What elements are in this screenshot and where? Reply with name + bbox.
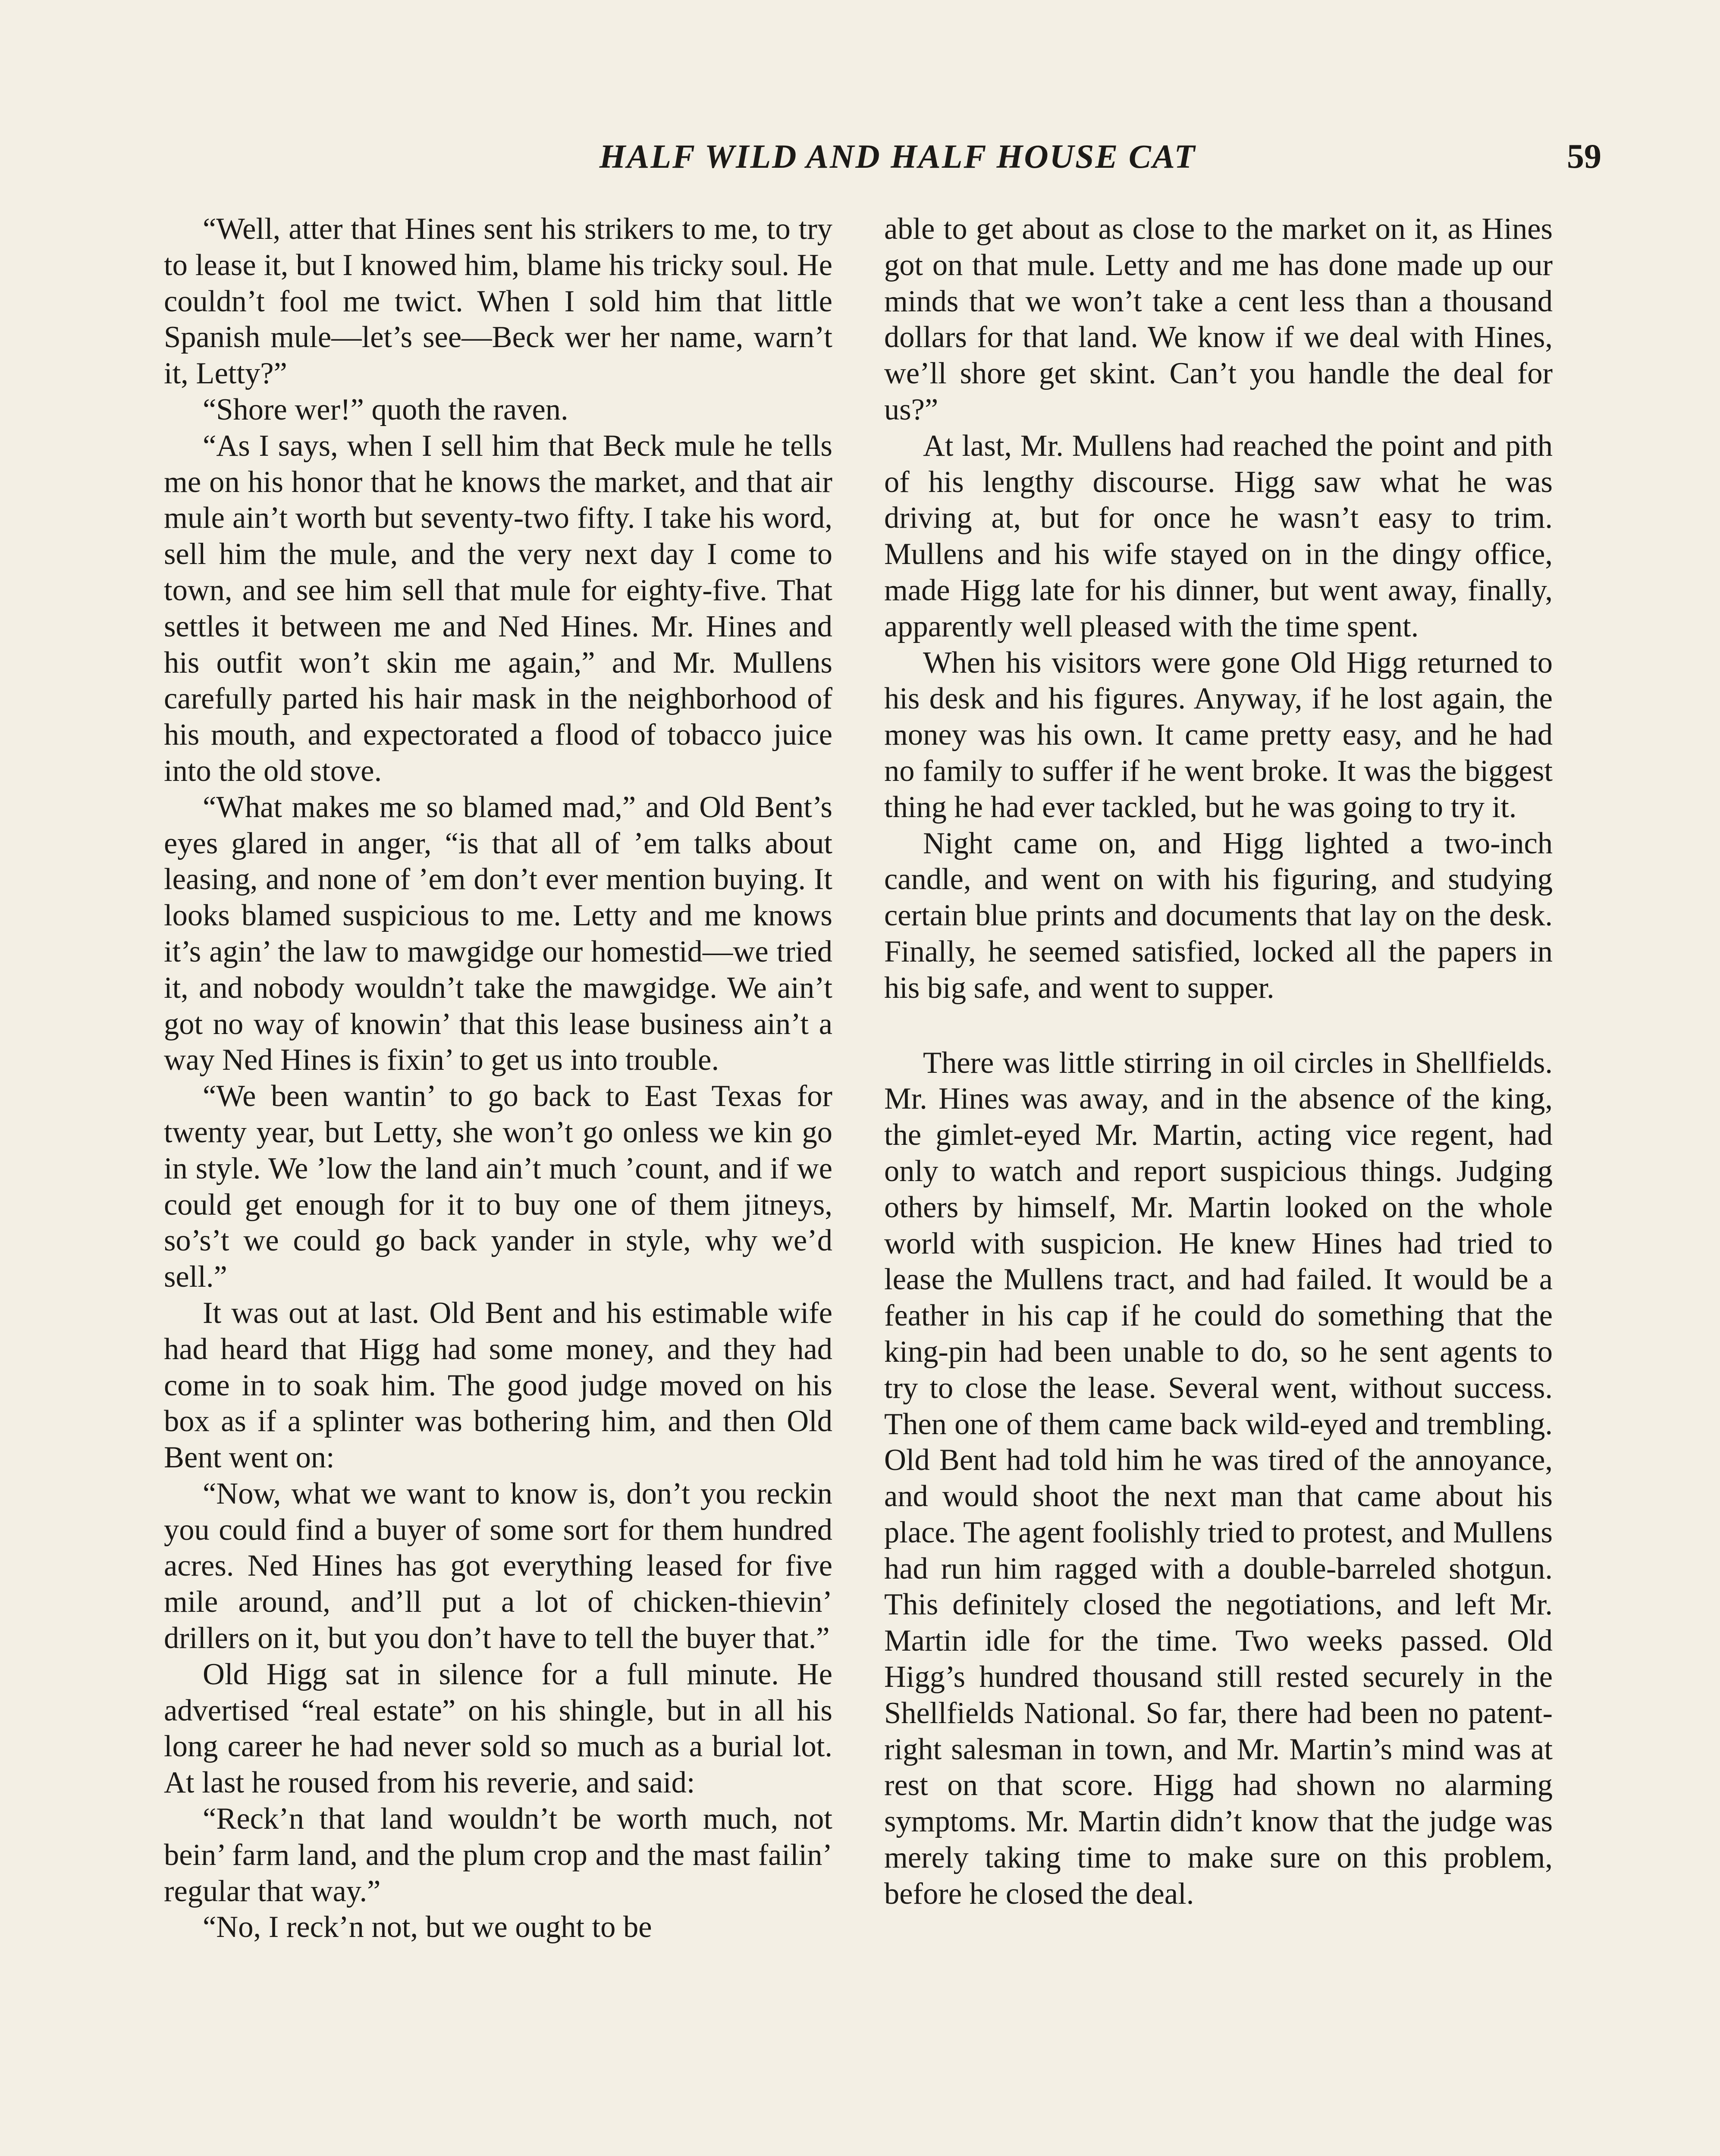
- paragraph: “We been wantin’ to go back to East Texas for twenty year, but Letty, she won’t go onless we kin go in style. We ’low the land ain’t much ’count, and if we could get enough for it to buy one of them jitneys, so’s’t we could go back yander in style, why we’d sell.”: [164, 1079, 832, 1294]
- section-break: [884, 1006, 1553, 1045]
- paragraph: Old Higg sat in silence for a full minute. He advertised “real estate” on his shingle, but in all his long career he had never sold so much as a burial lot. At last he roused from his reverie, and said:: [164, 1657, 832, 1800]
- left-column: [164, 211, 832, 1946]
- page-number: 59: [1567, 138, 1601, 175]
- paragraph: “What makes me so blamed mad,” and Old Bent’s eyes glared in anger, “is that all of ’em talks about leasing, and none of ’em don’t ever mention buying. It looks blamed suspicious to me. Letty and me knows it’s agin’ the law to mawgidge our homestid—we tried it, and nobody wouldn’t take the mawgidge. We ain’t got no way of knowin’ that this lease business ain’t a way Ned Hines is fixin’ to get us into trouble.: [164, 790, 832, 1077]
- right-column: [884, 211, 1553, 1912]
- paragraph: There was little stirring in oil circles in Shellfields. Mr. Hines was away, and in the absence of the king, the gimlet-eyed Mr. Martin, acting vice regent, had only to watch and report suspicious things. Judging others by himself, Mr. Martin looked on the whole world with suspicion. He knew Hines had tried to lease the Mullens tract, and had failed. It would be a feather in his cap if he could do something that the king-pin had been unable to do, so he sent agents to try to close the lease. Several went, without success. Then one of them came back wild-eyed and trembling. Old Bent had told him he was tired of the annoyance, and would shoot the next man that came about his place. The agent foolishly tried to protest, and Mullens had run him ragged with a double-barreled shotgun. This definitely closed the negotiations, and left Mr. Martin idle for the time. Two weeks passed. Old Higg’s hundred thousand still rested securely in the Shellfields National. So far, there had been no patent-right salesman in town, and Mr. Martin’s mind was at rest on that score. Higg had shown no alarming symptoms. Mr. Martin didn’t know that the judge was merely taking time to make sure on this problem, before he closed the deal.: [884, 1046, 1553, 1911]
- paragraph-continued: able to get about as close to the market on it, as Hines got on that mule. Letty and me has done made up our minds that we won’t take a cent less than a thousand dollars for that land. We know if we deal with Hines, we’ll shore get skint. Can’t you handle the deal for us?”: [884, 212, 1553, 426]
- page-header: [194, 137, 1601, 189]
- paragraph: “Now, what we want to know is, don’t you reckin you could find a buyer of some sort for them hundred acres. Ned Hines has got everything leased for five mile around, and’ll put a lot of chicken-thievin’ drillers on it, but you don’t have to tell the buyer that.”: [164, 1476, 832, 1655]
- paragraph: “Well, atter that Hines sent his strikers to me, to try to lease it, but I knowed him, blame his tricky soul. He couldn’t fool me twict. When I sold him that little Spanish mule—let’s see—Beck wer her name, warn’t it, Letty?”: [164, 212, 832, 391]
- paragraph: Night came on, and Higg lighted a two-inch candle, and went on with his figuring, and studying certain blue prints and documents that lay on the desk. Finally, he seemed satisfied, locked all the papers in his big safe, and went to supper.: [884, 826, 1553, 1005]
- paragraph: At last, Mr. Mullens had reached the point and pith of his lengthy discourse. Higg saw what he was driving at, but for once he wasn’t easy to trim. Mullens and his wife stayed on in the dingy office, made Higg late for his dinner, but went away, finally, apparently well pleased with the time spent.: [884, 429, 1553, 643]
- paragraph: “No, I reck’n not, but we ought to be: [203, 1910, 652, 1944]
- running-title: HALF WILD AND HALF HOUSE CAT: [599, 138, 1196, 175]
- paragraph: “Shore wer!” quoth the raven.: [203, 392, 568, 426]
- paragraph: When his visitors were gone Old Higg returned to his desk and his figures. Anyway, if he lost again, the money was his own. It came pretty easy, and he had no family to suffer if he went broke. It was the biggest thing he had ever tackled, but he was going to try it.: [884, 646, 1553, 824]
- paragraph: “As I says, when I sell him that Beck mule he tells me on his honor that he knows the market, and that air mule ain’t worth but seventy-two fifty. I take his word, sell him the mule, and the very next day I come to town, and see him sell that mule for eighty-five. That settles it between me and Ned Hines. Mr. Hines and his outfit won’t skin me again,” and Mr. Mullens carefully parted his hair mask in the neighborhood of his mouth, and expectorated a flood of tobacco juice into the old stove.: [164, 429, 832, 788]
- paragraph: “Reck’n that land wouldn’t be worth much, not bein’ farm land, and the plum crop and the mast failin’ regular that way.”: [164, 1802, 832, 1908]
- paragraph: It was out at last. Old Bent and his estimable wife had heard that Higg had some money, and they had come in to soak him. The good judge moved on his box as if a splinter was bothering him, and then Old Bent went on:: [164, 1296, 832, 1475]
